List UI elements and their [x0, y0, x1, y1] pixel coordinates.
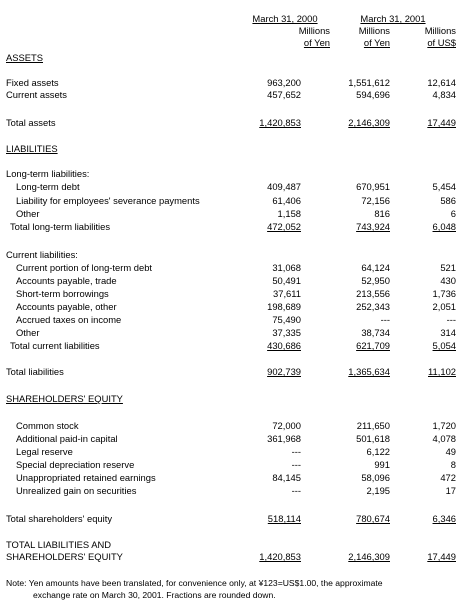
value-2001-usd: 1,736: [432, 288, 456, 299]
value-2001-yen: 58,096: [361, 472, 390, 483]
row-label: Current assets: [6, 89, 67, 100]
row-label: Unrealized gain on securities: [16, 485, 137, 496]
value-2001-usd: 2,051: [432, 301, 456, 312]
col1-date-header: March 31, 2000: [252, 13, 318, 24]
value-2001-usd: ---: [446, 314, 456, 325]
row-label: TOTAL LIABILITIES AND: [6, 539, 112, 550]
value-2001-yen: 72,156: [361, 195, 390, 206]
value-2000-yen: 409,487: [267, 181, 301, 192]
value-2001-yen: 670,951: [356, 181, 390, 192]
value-2001-yen: 1,365,634: [348, 366, 390, 377]
value-2001-yen: 621,709: [356, 340, 390, 351]
value-2001-yen: 38,734: [361, 327, 390, 338]
value-2001-yen: 211,650: [356, 420, 390, 431]
value-2001-usd: 5,054: [432, 340, 456, 351]
value-2001-usd: 4,834: [432, 89, 456, 100]
row-label: Other: [16, 327, 40, 338]
value-2001-yen: 501,618: [356, 433, 390, 444]
value-2000-yen: 902,739: [267, 366, 301, 377]
row-label: Total current liabilities: [10, 340, 100, 351]
value-2001-usd: 17,449: [427, 117, 456, 128]
row-label: Other: [16, 208, 40, 219]
value-2001-yen: 743,924: [356, 221, 390, 232]
value-2001-yen: 2,146,309: [348, 551, 390, 562]
value-2000-yen: 1,158: [277, 208, 301, 219]
row-label: Common stock: [16, 420, 79, 431]
row-label: Total assets: [6, 117, 56, 128]
row-label: Long-term liabilities:: [6, 168, 90, 179]
col1-unit-line1: Millions: [298, 25, 330, 36]
value-2001-usd: 521: [440, 262, 456, 273]
col2-unit-line2: of Yen: [363, 37, 390, 48]
value-2000-yen: 1,420,853: [259, 551, 301, 562]
value-2001-yen: 52,950: [361, 275, 390, 286]
section-heading: SHAREHOLDERS' EQUITY: [6, 393, 123, 404]
value-2001-usd: 17,449: [427, 551, 456, 562]
row-label: Liability for employees' severance payments: [16, 195, 200, 206]
row-label: Special depreciation reserve: [16, 459, 135, 470]
section-heading: ASSETS: [6, 52, 43, 63]
value-2001-yen: 816: [374, 208, 390, 219]
col3-unit-line1: Millions: [424, 25, 456, 36]
value-2000-yen: 430,686: [267, 340, 301, 351]
value-2001-usd: 4,078: [432, 433, 456, 444]
value-2001-usd: 314: [440, 327, 456, 338]
row-label: Additional paid-in capital: [16, 433, 118, 444]
value-2001-usd: 472: [440, 472, 456, 483]
value-2001-yen: 6,122: [366, 446, 390, 457]
value-2001-yen: 2,195: [366, 485, 390, 496]
section-heading: LIABILITIES: [6, 143, 58, 154]
value-2001-usd: 11,102: [428, 366, 456, 377]
value-2001-usd: 12,614: [427, 77, 456, 88]
value-2001-usd: 8: [450, 459, 456, 470]
value-2001-yen: 213,556: [356, 288, 390, 299]
col1-unit-line2: of Yen: [303, 37, 330, 48]
value-2001-usd: 6,346: [432, 513, 456, 524]
row-label: Unappropriated retained earnings: [16, 472, 156, 483]
row-label: Legal reserve: [16, 446, 73, 457]
row-label: Total liabilities: [6, 366, 64, 377]
value-2000-yen: 37,335: [272, 327, 301, 338]
value-2000-yen: 31,068: [272, 262, 301, 273]
value-2001-yen: 64,124: [361, 262, 390, 273]
row-label: Long-term debt: [16, 181, 80, 192]
value-2001-yen: 252,343: [356, 301, 390, 312]
value-2000-yen: 198,689: [267, 301, 301, 312]
row-label: Current liabilities:: [6, 249, 78, 260]
col3-unit-line2: of US$: [427, 37, 456, 48]
value-2001-yen: 594,696: [356, 89, 390, 100]
value-2000-yen: 361,968: [267, 433, 301, 444]
col2-unit-line1: Millions: [358, 25, 390, 36]
value-2001-yen: 2,146,309: [348, 117, 390, 128]
row-label: Fixed assets: [6, 77, 59, 88]
value-2000-yen: 472,052: [267, 221, 301, 232]
value-2001-yen: 1,551,612: [348, 77, 390, 88]
value-2000-yen: 72,000: [272, 420, 301, 431]
row-label: SHAREHOLDERS' EQUITY: [6, 551, 123, 562]
value-2001-yen: ---: [380, 314, 390, 325]
value-2000-yen: 37,611: [273, 288, 301, 299]
value-2000-yen: 1,420,853: [259, 117, 301, 128]
value-2001-usd: 430: [440, 275, 456, 286]
row-label: Short-term borrowings: [16, 288, 109, 299]
value-2000-yen: 75,490: [272, 314, 301, 325]
row-label: Total shareholders' equity: [6, 513, 113, 524]
value-2001-usd: 17: [445, 485, 456, 496]
value-2000-yen: 518,114: [267, 513, 301, 524]
row-label: Total long-term liabilities: [10, 221, 111, 232]
value-2000-yen: 84,145: [272, 472, 301, 483]
note-line-1: Note: Yen amounts have been translated, for convenience only, at ¥123=US$1.00, the approximate: [6, 578, 383, 588]
value-2000-yen: 963,200: [267, 77, 301, 88]
row-label: Accrued taxes on income: [16, 314, 122, 325]
value-2001-yen: 780,674: [356, 513, 390, 524]
col23-date-header: March 31, 2001: [360, 13, 426, 24]
value-2000-yen: ---: [291, 459, 301, 470]
value-2001-usd: 1,720: [432, 420, 456, 431]
note-line-2: exchange rate on March 30, 2001. Fractions are rounded down.: [33, 590, 276, 600]
value-2000-yen: 457,652: [267, 89, 301, 100]
value-2001-usd: 586: [440, 195, 456, 206]
value-2000-yen: ---: [291, 485, 301, 496]
row-label: Accounts payable, trade: [16, 275, 117, 286]
value-2000-yen: ---: [291, 446, 301, 457]
row-label: Current portion of long-term debt: [16, 262, 153, 273]
row-label: Accounts payable, other: [16, 301, 117, 312]
value-2001-usd: 5,454: [432, 181, 456, 192]
value-2001-usd: 6,048: [432, 221, 456, 232]
value-2000-yen: 61,406: [272, 195, 301, 206]
value-2001-yen: 991: [374, 459, 390, 470]
value-2001-usd: 6: [450, 208, 456, 219]
value-2001-usd: 49: [445, 446, 456, 457]
value-2000-yen: 50,491: [272, 275, 301, 286]
